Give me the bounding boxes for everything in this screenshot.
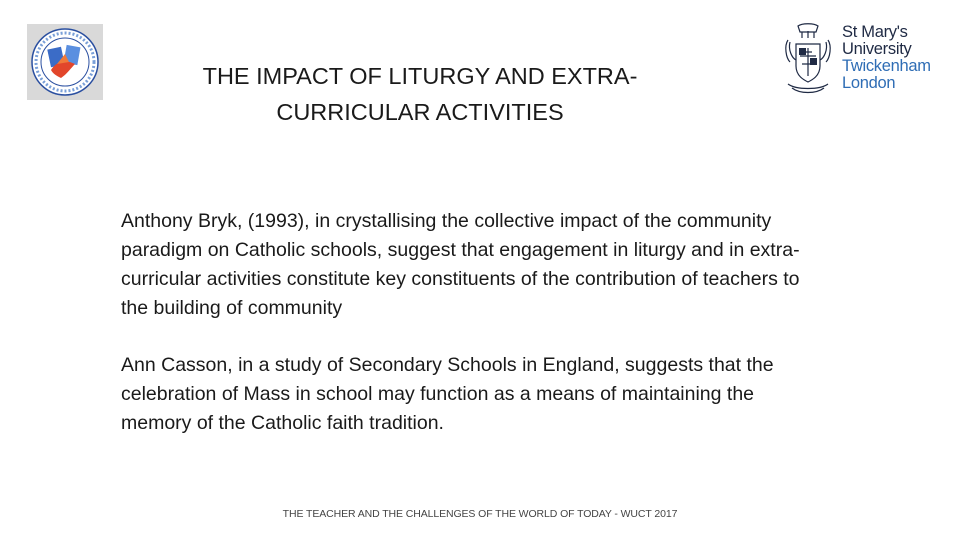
university-name-line4: London xyxy=(842,74,896,92)
conference-logo xyxy=(27,24,103,100)
paragraph-casson: Ann Casson, in a study of Secondary Schools in England, suggests that the celebration of Mass in school may function as a means of maintaining the memory of the Catholic faith tradition. xyxy=(121,354,774,434)
slide-footer: THE TEACHER AND THE CHALLENGES OF THE WORLD OF TODAY - WUCT 2017 xyxy=(282,508,678,520)
university-name xyxy=(842,24,931,92)
university-logo xyxy=(782,22,942,104)
university-crest-icon xyxy=(782,22,834,102)
university-name-line1: St Mary's xyxy=(842,23,908,41)
conference-logo-icon xyxy=(27,24,103,100)
paragraph-bryk: Anthony Bryk, (1993), in crystallising the collective impact of the community paradigm on Catholic schools, suggest that engagement in liturgy and in extra-curricular activities constitute key constituents of the contribution of teachers to the building of community xyxy=(121,210,800,319)
university-name-line3: Twickenham xyxy=(842,57,931,75)
slide-title: THE IMPACT OF LITURGY AND EXTRA-CURRICULAR ACTIVITIES xyxy=(202,63,638,125)
university-name-line2: University xyxy=(842,40,912,58)
